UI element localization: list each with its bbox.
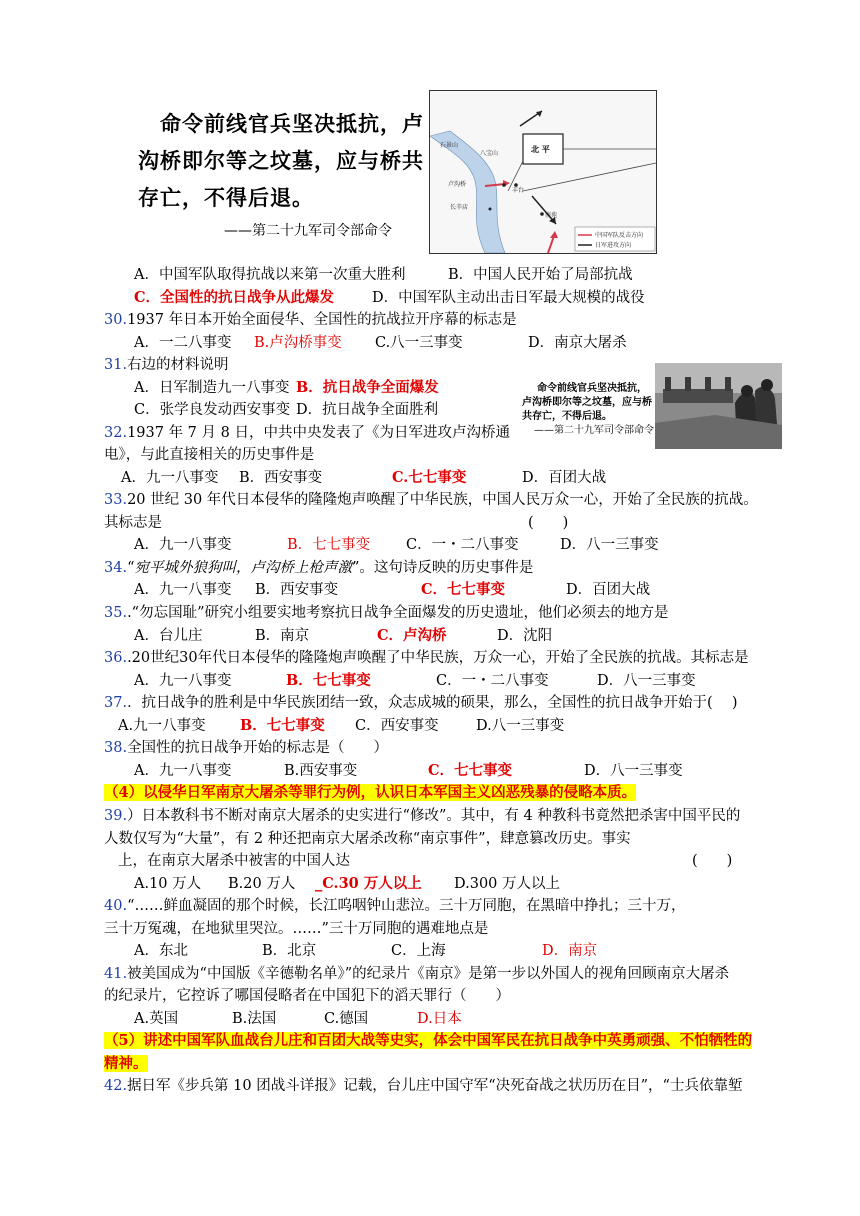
q35-stem (104, 603, 669, 623)
q33-option-a: A．九一八事变 (134, 537, 232, 553)
q41-option-b: B.法国 (232, 1011, 277, 1027)
q33-answer-paren: ( ) (528, 515, 569, 531)
q32-stem-text-1: 1937 年 7 月 8 日，中共中央发表了《为日军进攻卢沟桥通 (127, 425, 510, 441)
quote-attribution: ——第二十九军司令部命令 (224, 223, 392, 239)
q38-option-b: B.西安事变 (284, 763, 358, 779)
q31-num: 31. (104, 357, 128, 373)
q36-stem (104, 648, 749, 668)
q31-quote-line-2: 卢沟桥即尔等之坟墓，应与桥 (522, 397, 652, 408)
q40-option-a: A．东北 (134, 943, 188, 959)
q37-option-c: C．西安事变 (355, 718, 439, 734)
section-4-text: （4）以侵华日军南京大屠杀等罪行为例，认识日本军国主义凶恶残暴的侵略本质。 (104, 784, 637, 801)
q33-option-c: C．一・二八事变 (406, 537, 519, 553)
q32-option-c-answer: C.七七事变 (392, 469, 467, 486)
q31-option-c: C．张学良发动西安事变 (134, 402, 291, 418)
map-label-nanyuan: 南苑 (545, 212, 558, 219)
map-label-babaoshan: 八宝山 (480, 150, 499, 157)
map-label-lugouqiao: 卢沟桥 (448, 181, 467, 188)
q31-option-d: D．抗日战争全面胜利 (296, 402, 439, 418)
q41-num: 41. (104, 966, 128, 982)
q30-option-c: C.八一三事变 (375, 335, 463, 351)
q38-stem (104, 738, 388, 758)
section-5-text-2: 精神。 (104, 1055, 148, 1072)
q36-option-d: D．八一三事变 (597, 673, 696, 689)
q40-option-c: C．上海 (391, 943, 446, 959)
q39-option-b: B.20 万人 (228, 876, 296, 892)
q39-stem-3: 上，在南京大屠杀中被害的中国人达 (118, 853, 350, 869)
q35-num: 35. (104, 605, 128, 621)
q30-num: 30. (104, 312, 128, 328)
q39-option-d: D.300 万人以上 (454, 876, 561, 892)
q37-option-d: D.八一三事变 (476, 718, 565, 734)
q38-stem-text: 全国性的抗日战争开始的标志是（ ） (127, 740, 389, 756)
q39-answer-paren: ( ) (692, 853, 733, 869)
q30-option-a: A．一二八事变 (134, 335, 232, 351)
q34-stem (104, 558, 533, 578)
q31-option-a: A．日军制造九一八事变 (134, 380, 290, 396)
q38-option-d: D．八一三事变 (584, 763, 683, 779)
q29-option-a: A．中国军队取得抗战以来第一次重大胜利 (134, 267, 406, 283)
q30-option-b-answer: B.卢沟桥事变 (254, 335, 342, 351)
q32-stem-2: 电》，与此直接相关的历史事件是 (104, 447, 315, 463)
q31-option-b-answer: B．抗日战争全面爆发 (296, 379, 439, 396)
section-5-heading-2 (104, 1054, 148, 1074)
quote-line-3: 存亡，不得后退。 (138, 186, 314, 210)
q36-option-c: C．一・二八事变 (436, 673, 549, 689)
q29-option-b: B．中国人民开始了局部抗战 (448, 267, 633, 283)
q32-num: 32. (104, 425, 128, 441)
q38-option-a: A．九一八事变 (134, 763, 232, 779)
q32-stem-1 (104, 423, 510, 443)
q39-num: 39. (104, 808, 128, 824)
q31-stem (104, 355, 229, 375)
map-legend-china: 中国军队反击方向 (595, 232, 644, 239)
q40-stem-text-1: “……鲜血凝固的那个时候，长江呜咽钟山悲泣。三十万同胞，在黑暗中挣扎；三十万， (127, 898, 686, 914)
quote-line-1: 命令前线官兵坚决抵抗，卢 (160, 112, 424, 136)
q36-option-b-answer: B．七七事变 (286, 672, 371, 689)
q40-option-d-answer: D．南京 (542, 943, 598, 959)
q38-option-c-answer: C．七七事变 (428, 762, 513, 779)
map-label-shijingshan: 石景山 (440, 142, 459, 149)
q35-option-c-answer: C．卢沟桥 (377, 627, 447, 644)
q34-option-d: D．百团大战 (566, 582, 651, 598)
q42-num: 42. (104, 1078, 128, 1094)
q35-option-a: A．台儿庄 (134, 628, 203, 644)
map-label-beiping: 北 平 (531, 145, 550, 154)
q34-quote-open: “ (127, 560, 135, 576)
q37-stem-text: ．抗日战争的胜利是中华民族团结一致，众志成城的硕果，那么，全国性的抗日战争开始于( ) (127, 695, 738, 711)
q33-option-d: D．八一三事变 (560, 537, 659, 553)
q38-num: 38. (104, 740, 128, 756)
q32-option-d: D．百团大战 (522, 470, 607, 486)
q41-stem-1 (104, 964, 729, 984)
q41-option-d-answer: D.日本 (417, 1011, 462, 1027)
q39-option-c-answer: _C.30 万人以上 (315, 875, 422, 892)
map-label-changxindian: 长辛店 (450, 204, 469, 211)
q39-stem-text-1: ）日本教科书不断对南京大屠杀的史实进行“修改”。其中，有 4 种教科书竟然把杀害中国平民的 (127, 808, 741, 824)
map-drawing (430, 91, 656, 253)
q29-option-c-answer: C．全国性的抗日战争从此爆发 (134, 289, 335, 306)
q41-stem-2: 的纪录片，它控诉了哪国侵略者在中国犯下的滔天罪行（ ） (104, 988, 510, 1004)
q37-stem (104, 693, 737, 713)
section-5-text-1: （5）讲述中国军队血战台儿庄和百团大战等史实，体会中国军民在抗日战争中英勇顽强、不怕牺牲的 (104, 1032, 753, 1049)
q40-option-b: B．北京 (262, 943, 317, 959)
q33-stem-1 (104, 490, 758, 510)
q33-stem-text-1: 20 世纪 30 年代日本侵华的隆隆炮声唤醒了中华民族，中国人民万众一心，开始了全民族的抗战。 (127, 492, 758, 508)
q42-stem-text: 据日军《步兵第 10 团战斗详报》记载，台儿庄中国守军“决死奋战之状历历在目”，“士兵依靠堑 (127, 1078, 743, 1094)
q31-quote-line-3: 共存亡，不得后退。 (522, 411, 612, 422)
q34-option-c-answer: C．七七事变 (421, 581, 506, 598)
q41-option-a: A.英国 (134, 1011, 179, 1027)
map-legend-japan: 日军进攻方向 (595, 242, 632, 249)
q39-stem-2: 人数仅写为“大量”，有 2 种还把南京大屠杀改称“南京事件”，肆意篡改历史。事实 (104, 831, 631, 847)
soldiers-photo (655, 363, 782, 449)
q40-stem-2: 三十万冤魂，在地狱里哭泣。……”三十万同胞的遇难地点是 (104, 921, 489, 937)
q30-stem (104, 310, 517, 330)
q37-option-a: A.九一八事变 (118, 718, 206, 734)
q33-stem-2: 其标志是 (104, 515, 162, 531)
q36-stem-text: .20世纪30年代日本侵华的隆隆炮声唤醒了中华民族，万众一心，开始了全民族的抗战。其标志是 (127, 650, 749, 666)
q34-num: 34. (104, 560, 128, 576)
q34-poem: 宛平城外狼狗叫，卢沟桥上枪声激 (134, 560, 352, 576)
q29-option-d: D．中国军队主动出击日军最大规模的战役 (372, 290, 645, 306)
q34-stem-text: ”。这句诗反映的历史事件是 (351, 560, 534, 576)
q40-stem-1 (104, 896, 685, 916)
photo-drawing (655, 363, 782, 449)
map-label-fengtai: 丰台 (512, 187, 525, 194)
q34-option-a: A．九一八事变 (134, 582, 232, 598)
q36-option-a: A．九一八事变 (134, 673, 232, 689)
q31-quote-line-1: 命令前线官兵坚决抵抗， (537, 383, 647, 394)
q31-quote-attribution: ——第二十九军司令部命令 (534, 425, 654, 436)
q40-num: 40. (104, 898, 128, 914)
q41-option-c: C.德国 (324, 1011, 369, 1027)
q31-stem-text: 右边的材料说明 (127, 357, 229, 373)
q37-num: 37. (104, 695, 128, 711)
lugou-bridge-map (429, 90, 657, 254)
q32-option-b: B．西安事变 (239, 470, 323, 486)
q35-option-b: B．南京 (255, 628, 310, 644)
q30-stem-text: 1937 年日本开始全面侵华、全国性的抗战拉开序幕的标志是 (127, 312, 517, 328)
quote-line-2: 沟桥即尔等之坟墓，应与桥共 (138, 149, 424, 173)
section-5-heading-1 (104, 1031, 752, 1051)
q34-option-b: B．西安事变 (255, 582, 339, 598)
q35-stem-text: .“勿忘国耻”研究小组要实地考察抗日战争全面爆发的历史遗址，他们必须去的地方是 (127, 605, 669, 621)
q41-stem-text-1: 被美国成为“中国版《辛德勒名单》”的纪录片《南京》是第一步以外国人的视角回顾南京大屠杀 (127, 966, 730, 982)
q33-option-b-answer: B．七七事变 (287, 537, 371, 553)
q37-option-b-answer: B．七七事变 (240, 717, 325, 734)
q33-num: 33. (104, 492, 128, 508)
q32-option-a: A．九一八事变 (121, 470, 219, 486)
section-4-heading (104, 783, 636, 803)
q35-option-d: D．沈阳 (497, 628, 553, 644)
q39-stem-1 (104, 806, 740, 826)
q36-num: 36. (104, 650, 128, 666)
q42-stem (104, 1076, 742, 1096)
q30-option-d: D．南京大屠杀 (528, 335, 627, 351)
q39-option-a: A.10 万人 (134, 876, 202, 892)
